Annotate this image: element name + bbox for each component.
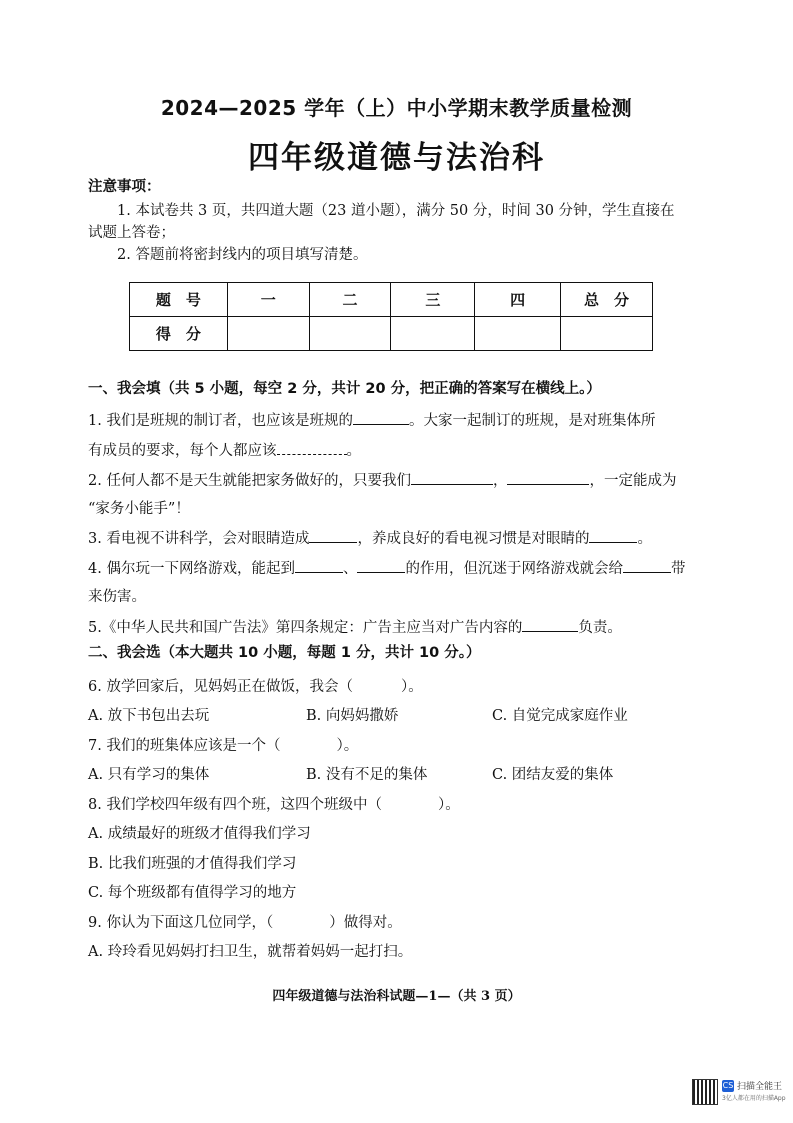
question-4-line-1 — [88, 558, 685, 579]
score-header-cell: 题 号 — [130, 283, 228, 317]
question-3 — [88, 528, 652, 549]
score-cell[interactable] — [475, 317, 561, 351]
score-header-cell: 总 分 — [561, 283, 653, 317]
q5-blank-1[interactable] — [522, 617, 578, 632]
q6-option-a: A. 放下书包出去玩 — [88, 708, 210, 724]
question-2-line-2: “家务小能手”！ — [88, 501, 190, 517]
q6-option-b: B. 向妈妈撒娇 — [306, 708, 399, 724]
score-header-cell: 三 — [391, 283, 475, 317]
exam-title: 2024—2025 学年（上）中小学期末教学质量检测 — [160, 96, 633, 120]
score-row-label: 得 分 — [130, 317, 228, 351]
q6-stem-b: ）。 — [400, 679, 423, 695]
q1-text-a: 1. 我们是班规的制订者，也应该是班规的 — [88, 413, 353, 429]
q7-option-b: B. 没有不足的集体 — [306, 767, 428, 783]
q6-option-c: C. 自觉完成家庭作业 — [492, 708, 628, 724]
q2-blank-1[interactable] — [411, 470, 493, 485]
score-header-cell: 四 — [475, 283, 561, 317]
q3-text-c: 。 — [637, 531, 652, 547]
question-1-line-2 — [88, 440, 361, 461]
question-9-stem — [88, 913, 402, 933]
q1-blank-2[interactable] — [277, 440, 347, 455]
score-cell[interactable] — [561, 317, 653, 351]
q9-stem-b: ）做得对。 — [329, 915, 402, 931]
question-8-stem — [88, 795, 460, 815]
scanner-app-tagline: 3亿人都在用的扫描App — [722, 1095, 786, 1102]
score-cell[interactable] — [309, 317, 391, 351]
q1-text-b: 。大家一起制订的班规，是对班集体所 — [408, 413, 656, 429]
notes-item-2: 2. 答题前将密封线内的项目填写清楚。 — [117, 247, 368, 263]
section2-heading: 二、我会选（本大题共 10 小题，每题 1 分，共计 10 分。） — [88, 645, 481, 661]
q6-stem-a: 6. 放学回家后，见妈妈正在做饭，我会（ — [88, 679, 353, 695]
q2-blank-2[interactable] — [507, 470, 589, 485]
score-header-cell: 二 — [309, 283, 391, 317]
q3-blank-2[interactable] — [589, 528, 637, 543]
q5-text-b: 负责。 — [578, 620, 622, 636]
score-table-header-row — [130, 283, 653, 317]
q4-text-c: 的作用，但沉迷于网络游戏就会给 — [405, 561, 623, 577]
q8-stem-a: 8. 我们学校四年级有四个班，这四个班级中（ — [88, 797, 382, 813]
notes-heading: 注意事项： — [88, 179, 161, 195]
qr-code-icon — [692, 1079, 718, 1105]
q4-text-b: 、 — [342, 561, 358, 577]
q2-text-c: ，一定能成为 — [589, 473, 677, 489]
notes-item-1-cont: 试题上答卷； — [88, 225, 175, 241]
q2-text-a: 2. 任何人都不是天生就能把家务做好的，只要我们 — [88, 473, 411, 489]
q2-text-b: ， — [492, 473, 508, 489]
q8-option-a: A. 成绩最好的班级才值得我们学习 — [88, 826, 311, 842]
q1-blank-1[interactable] — [353, 410, 409, 425]
page-footer: 四年级道德与法治科试题—1—（共 3 页） — [272, 989, 521, 1004]
q5-text-a: 5.《中华人民共和国广告法》第四条规定：广告主应当对广告内容的 — [88, 620, 523, 636]
score-table-score-row — [130, 317, 653, 351]
question-5 — [88, 617, 622, 638]
q4-blank-1[interactable] — [295, 558, 343, 573]
q8-option-b: B. 比我们班强的才值得我们学习 — [88, 856, 297, 872]
q3-blank-1[interactable] — [309, 528, 357, 543]
question-2-line-1 — [88, 470, 676, 491]
q3-text-a: 3. 看电视不讲科学，会对眼睛造成 — [88, 531, 310, 547]
scanner-app-icon: CS — [722, 1081, 734, 1090]
question-1-line-1 — [88, 410, 655, 431]
q1-text-c: 有成员的要求，每个人都应该 — [88, 443, 277, 459]
q9-option-a: A. 玲玲看见妈妈打扫卫生，就帮着妈妈一起打扫。 — [88, 944, 413, 960]
q4-blank-2[interactable] — [357, 558, 405, 573]
question-7-stem — [88, 736, 358, 756]
q7-stem-a: 7. 我们的班集体应该是一个（ — [88, 738, 281, 754]
q4-blank-3[interactable] — [623, 558, 671, 573]
q4-text-a: 4. 偶尔玩一下网络游戏，能起到 — [88, 561, 295, 577]
q3-text-b: ，养成良好的看电视习惯是对眼睛的 — [357, 531, 590, 547]
question-4-line-2: 来伤害。 — [88, 589, 146, 605]
q9-stem-a: 9. 你认为下面这几位同学，（ — [88, 915, 274, 931]
scanner-app-name: 扫描全能王 — [737, 1082, 783, 1092]
exam-subject: 四年级道德与法治科 — [248, 140, 545, 176]
score-header-cell: 一 — [227, 283, 309, 317]
section1-heading: 一、我会填（共 5 小题，每空 2 分，共计 20 分，把正确的答案写在横线上。） — [88, 381, 601, 397]
q8-stem-b: ）。 — [437, 797, 460, 813]
notes-item-1: 1. 本试卷共 3 页，共四道大题（23 道小题），满分 50 分，时间 30 分钟，学生直接在 — [117, 203, 675, 219]
q4-text-d: 带 — [670, 561, 686, 577]
score-cell[interactable] — [227, 317, 309, 351]
score-table — [129, 282, 653, 351]
q7-option-a: A. 只有学习的集体 — [88, 767, 210, 783]
score-cell[interactable] — [391, 317, 475, 351]
q1-text-d: 。 — [346, 443, 361, 459]
q7-option-c: C. 团结友爱的集体 — [492, 767, 614, 783]
q8-option-c: C. 每个班级都有值得学习的地方 — [88, 885, 297, 901]
question-6-stem — [88, 677, 423, 697]
q7-stem-b: ）。 — [336, 738, 359, 754]
